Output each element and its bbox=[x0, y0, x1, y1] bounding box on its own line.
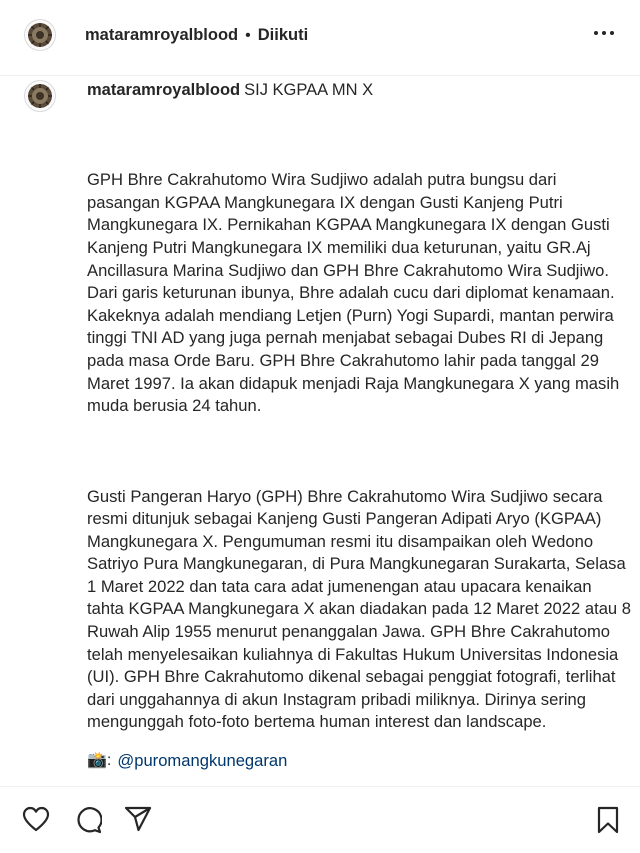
photo-credit bbox=[87, 750, 287, 772]
bookmark-icon[interactable] bbox=[596, 806, 620, 834]
camera-flash-icon: 📸: bbox=[87, 752, 112, 769]
caption-paragraph: Gusti Pangeran Haryo (GPH) Bhre Cakrahutomo Wira Sudjiwo secara resmi ditunjuk sebagai Kanjeng Gusti Pangeran Adipati Aryo (KGPAA) Mangkunegara X. Pengumuman resmi itu disampaikan oleh Wedono Satriyo Pura Mangkunegaran, di Pura Mangkunegaran Surakarta, Selasa 1 Maret 2022 dan tata cara adat jumenengan atau upacara kenaikan tahta KGPAA Mangkunegara X akan diadakan pada 12 Maret 2022 atau 8 Ruwah Alip 1955 menurut penanggalan Jawa. GPH Bhre Cakrahutomo telah menyelesaikan kuliahnya di Fakultas Hukum Universitas Indonesia (UI). GPH Bhre Cakrahutomo dikenal sebagai penggiat fotografi, terlihat dari unggahannya di akun Instagram pribadi miliknya. Dirinya sering mengunggah foto-foto bertema human interest dan landscape. bbox=[87, 486, 636, 732]
header-user-info bbox=[85, 26, 308, 45]
heart-icon[interactable] bbox=[22, 806, 50, 832]
caption-avatar[interactable] bbox=[24, 80, 56, 112]
credit-mention-link[interactable]: @puromangkunegaran bbox=[117, 751, 288, 770]
more-options-icon[interactable] bbox=[594, 27, 614, 39]
post-header bbox=[0, 0, 640, 76]
caption-body bbox=[87, 124, 636, 802]
comment-icon[interactable] bbox=[74, 806, 102, 834]
header-username[interactable]: mataramroyalblood bbox=[85, 26, 239, 44]
caption-username[interactable]: mataramroyalblood bbox=[87, 81, 241, 99]
emblem-logo-icon bbox=[27, 22, 53, 48]
caption-paragraph: GPH Bhre Cakrahutomo Wira Sudjiwo adalah putra bungsu dari pasangan KGPAA Mangkunegara IX dengan Gusti Kanjeng Putri Mangkunegara IX. Pernikahan KGPAA Mangkunegara IX dengan Gusti Kanjeng Putri Mangkunegara IX memiliki dua keturunan, yaitu GR.Aj Ancillasura Marina Sudjiwo dan GPH Bhre Cakrahutomo Wira Sudjiwo. Dari garis keturunan ibunya, Bhre adalah cucu dari diplomat kenamaan. Kakeknya adalah mendiang Letjen (Purn) Yogi Supardi, mantan perwira tinggi TNI AD yang juga pernah menjabat sebagai Dubes RI di Jepang pada masa Orde Baru. GPH Bhre Cakrahutomo lahir pada tanggal 29 Maret 1997. Ia akan didapuk menjadi Raja Mangkunegara X yang masih muda berusia 24 tahun. bbox=[87, 170, 624, 416]
avatar[interactable] bbox=[24, 19, 56, 51]
share-icon[interactable] bbox=[124, 806, 152, 832]
caption-title: SIJ KGPAA MN X bbox=[244, 81, 374, 99]
caption-headline bbox=[87, 81, 373, 100]
separator-dot: • bbox=[245, 26, 251, 44]
follow-status-button[interactable]: Diikuti bbox=[257, 26, 309, 44]
emblem-logo-icon bbox=[27, 83, 53, 109]
action-bar bbox=[0, 787, 640, 853]
